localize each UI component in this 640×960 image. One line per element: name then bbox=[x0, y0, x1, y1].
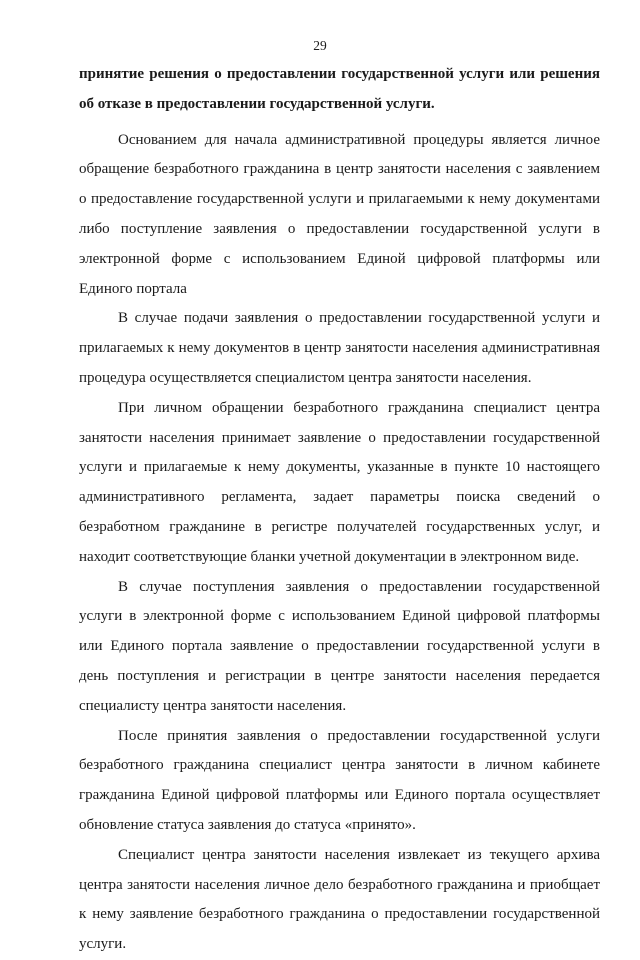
paragraph-4: В случае поступления заявления о предоставлении государственной услуги в электронной форме с использованием Единой цифровой платформы или Единого портала заявление о предоставлении государственной услуги в день поступления и регистрации в центре занятости населения передается специалисту центра занятости населения. bbox=[79, 578, 600, 714]
paragraph-3: При личном обращении безработного гражданина специалист центра занятости населения принимает заявление о предоставлении государственной услуги и прилагаемые к нему документы, указанные в пункте 10 настоящего административного регламента, задает параметры поиска сведений о безработном гражданине в регистре получателей государственных услуг, и находит соответствующие бланки учетной документации в электронном виде. bbox=[79, 399, 600, 565]
paragraph-1: Основанием для начала административной процедуры является личное обращение безработного гражданина в центр занятости населения с заявлением о предоставление государственной услуги и прилагаемыми к нему документами либо поступление заявления о предоставлении государственной услуги в электронной форме с использованием Единой цифровой платформы или Единого портала bbox=[79, 131, 600, 297]
document-body bbox=[79, 60, 600, 960]
page-number: 29 bbox=[313, 38, 327, 53]
section-heading: принятие решения о предоставлении государственной услуги или решения об отказе в предоставлении государственной услуги. bbox=[79, 66, 600, 112]
paragraph-6: Специалист центра занятости населения извлекает из текущего архива центра занятости населения личное дело безработного гражданина и приобщает к нему заявление безработного гражданина о предоставлении государственной услуги. bbox=[79, 846, 600, 953]
paragraph-2: В случае подачи заявления о предоставлении государственной услуги и прилагаемых к нему документов в центр занятости населения административная процедура осуществляется специалистом центра занятости населения. bbox=[79, 310, 600, 386]
paragraph-5: После принятия заявления о предоставлении государственной услуги безработного гражданина специалист центра занятости в личном кабинете гражданина Единой цифровой платформы или Единого портала осуществляет обновление статуса заявления до статуса «принято». bbox=[79, 727, 600, 833]
